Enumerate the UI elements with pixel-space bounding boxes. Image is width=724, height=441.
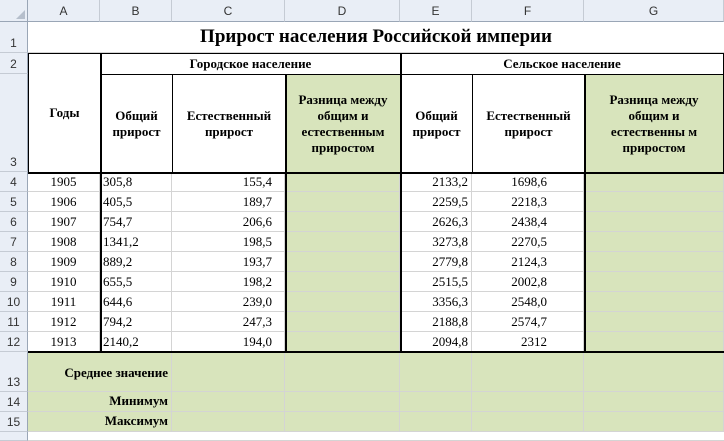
rural-total-cell[interactable]: 2094,8 [400,332,472,352]
urban-diff-cell[interactable] [285,192,400,212]
urban-total-cell[interactable]: 889,2 [100,252,172,272]
urban-total-cell[interactable]: 1341,2 [100,232,172,252]
column-header-b[interactable]: B [100,0,172,22]
min-urban-diff-cell[interactable] [285,392,400,412]
urban-total-cell[interactable]: 305,8 [100,172,172,192]
urban-difference-header[interactable]: Разница между общим и естественным приростом [285,74,401,173]
urban-natural-cell[interactable]: 239,0 [172,292,285,312]
row-header-14[interactable]: 14 [0,392,28,412]
rural-natural-growth-header[interactable]: Естественный прирост [472,74,585,173]
rural-total-cell[interactable]: 3273,8 [400,232,472,252]
urban-natural-cell[interactable]: 189,7 [172,192,285,212]
column-header-f[interactable]: F [472,0,584,22]
urban-total-cell[interactable]: 644,6 [100,292,172,312]
rural-natural-cell[interactable]: 2002,8 [472,272,584,292]
rural-diff-cell[interactable] [584,172,724,192]
year-cell[interactable]: 1907 [28,212,100,232]
year-cell[interactable]: 1909 [28,252,100,272]
mean-rural-diff-cell[interactable] [584,352,724,392]
min-label-cell[interactable]: Минимум [28,392,172,412]
max-urban-diff-cell[interactable] [285,412,400,432]
urban-natural-cell[interactable]: 206,6 [172,212,285,232]
max-rural-total-cell[interactable] [400,412,472,432]
urban-total-cell[interactable]: 655,5 [100,272,172,292]
column-header-d[interactable]: D [285,0,400,22]
row-header-6[interactable]: 6 [0,212,28,232]
rural-header-cell[interactable]: Сельское население [400,53,724,75]
rural-natural-cell[interactable]: 2574,7 [472,312,584,332]
rural-diff-cell[interactable] [584,292,724,312]
year-cell[interactable]: 1905 [28,172,100,192]
rural-natural-cell[interactable]: 2548,0 [472,292,584,312]
row-header-11[interactable]: 11 [0,312,28,332]
rural-total-cell[interactable]: 2515,5 [400,272,472,292]
mean-rural-total-cell[interactable] [400,352,472,392]
rural-natural-cell[interactable]: 2312 [472,332,584,352]
year-cell[interactable]: 1911 [28,292,100,312]
row-header-4[interactable]: 4 [0,172,28,192]
urban-diff-cell[interactable] [285,172,400,192]
row-header-9[interactable]: 9 [0,272,28,292]
urban-total-cell[interactable]: 794,2 [100,312,172,332]
rural-total-cell[interactable]: 2626,3 [400,212,472,232]
rural-total-growth-header[interactable]: Общий прирост [400,74,473,173]
mean-urban-natural-cell[interactable] [172,352,285,392]
min-rural-natural-cell[interactable] [472,392,584,412]
row-header-8[interactable]: 8 [0,252,28,272]
row-header-3[interactable]: 3 [0,74,28,172]
urban-natural-growth-header[interactable]: Естественный прирост [172,74,286,173]
urban-diff-cell[interactable] [285,292,400,312]
year-cell[interactable]: 1913 [28,332,100,352]
rural-total-cell[interactable]: 2259,5 [400,192,472,212]
rural-total-cell[interactable]: 3356,3 [400,292,472,312]
row-header-13[interactable]: 13 [0,352,28,392]
row-header-1[interactable]: 1 [0,22,28,53]
urban-natural-cell[interactable]: 194,0 [172,332,285,352]
column-header-e[interactable]: E [400,0,472,22]
min-rural-total-cell[interactable] [400,392,472,412]
urban-total-cell[interactable]: 754,7 [100,212,172,232]
max-label-cell[interactable]: Максимум [28,412,172,432]
urban-total-growth-header[interactable]: Общий прирост [100,74,173,173]
years-header-cell[interactable]: Годы [28,53,101,173]
min-rural-diff-cell[interactable] [584,392,724,412]
row-header-15[interactable]: 15 [0,412,28,432]
year-cell[interactable]: 1906 [28,192,100,212]
urban-diff-cell[interactable] [285,252,400,272]
row-header-2[interactable]: 2 [0,53,28,74]
row-header-5[interactable]: 5 [0,192,28,212]
column-header-c[interactable]: C [172,0,285,22]
urban-total-cell[interactable]: 2140,2 [100,332,172,352]
urban-natural-cell[interactable]: 155,4 [172,172,285,192]
urban-natural-cell[interactable]: 193,7 [172,252,285,272]
select-all-corner[interactable] [0,0,28,22]
rural-total-cell[interactable]: 2188,8 [400,312,472,332]
sheet-title[interactable]: Прирост населения Российской империи [28,22,724,53]
rural-total-cell[interactable]: 2779,8 [400,252,472,272]
column-header-g[interactable]: G [584,0,724,22]
year-cell[interactable]: 1908 [28,232,100,252]
rural-diff-cell[interactable] [584,192,724,212]
rural-diff-cell[interactable] [584,332,724,352]
mean-label-cell[interactable]: Среднее значение [28,352,172,392]
rural-diff-cell[interactable] [584,212,724,232]
rural-diff-cell[interactable] [584,312,724,332]
urban-natural-cell[interactable]: 247,3 [172,312,285,332]
rural-natural-cell[interactable]: 2438,4 [472,212,584,232]
urban-diff-cell[interactable] [285,332,400,352]
min-urban-natural-cell[interactable] [172,392,285,412]
rural-difference-header[interactable]: Разница между общим и естественны м приростом [584,74,724,173]
year-cell[interactable]: 1910 [28,272,100,292]
rural-diff-cell[interactable] [584,272,724,292]
urban-natural-cell[interactable]: 198,5 [172,232,285,252]
rural-natural-cell[interactable]: 1698,6 [472,172,584,192]
column-header-a[interactable]: A [28,0,100,22]
year-cell[interactable]: 1912 [28,312,100,332]
max-rural-diff-cell[interactable] [584,412,724,432]
urban-total-cell[interactable]: 405,5 [100,192,172,212]
urban-diff-cell[interactable] [285,312,400,332]
mean-urban-diff-cell[interactable] [285,352,400,392]
row-header-10[interactable]: 10 [0,292,28,312]
urban-header-cell[interactable]: Городское население [100,53,401,75]
rural-diff-cell[interactable] [584,232,724,252]
rural-natural-cell[interactable]: 2124,3 [472,252,584,272]
max-urban-natural-cell[interactable] [172,412,285,432]
urban-natural-cell[interactable]: 198,2 [172,272,285,292]
urban-diff-cell[interactable] [285,272,400,292]
rural-natural-cell[interactable]: 2218,3 [472,192,584,212]
max-rural-natural-cell[interactable] [472,412,584,432]
rural-diff-cell[interactable] [584,252,724,272]
urban-diff-cell[interactable] [285,232,400,252]
urban-diff-cell[interactable] [285,212,400,232]
row-header-16[interactable] [0,432,28,441]
rural-total-cell[interactable]: 2133,2 [400,172,472,192]
row-header-12[interactable]: 12 [0,332,28,352]
rural-natural-cell[interactable]: 2270,5 [472,232,584,252]
mean-rural-natural-cell[interactable] [472,352,584,392]
row-header-7[interactable]: 7 [0,232,28,252]
empty-row[interactable] [28,432,724,441]
